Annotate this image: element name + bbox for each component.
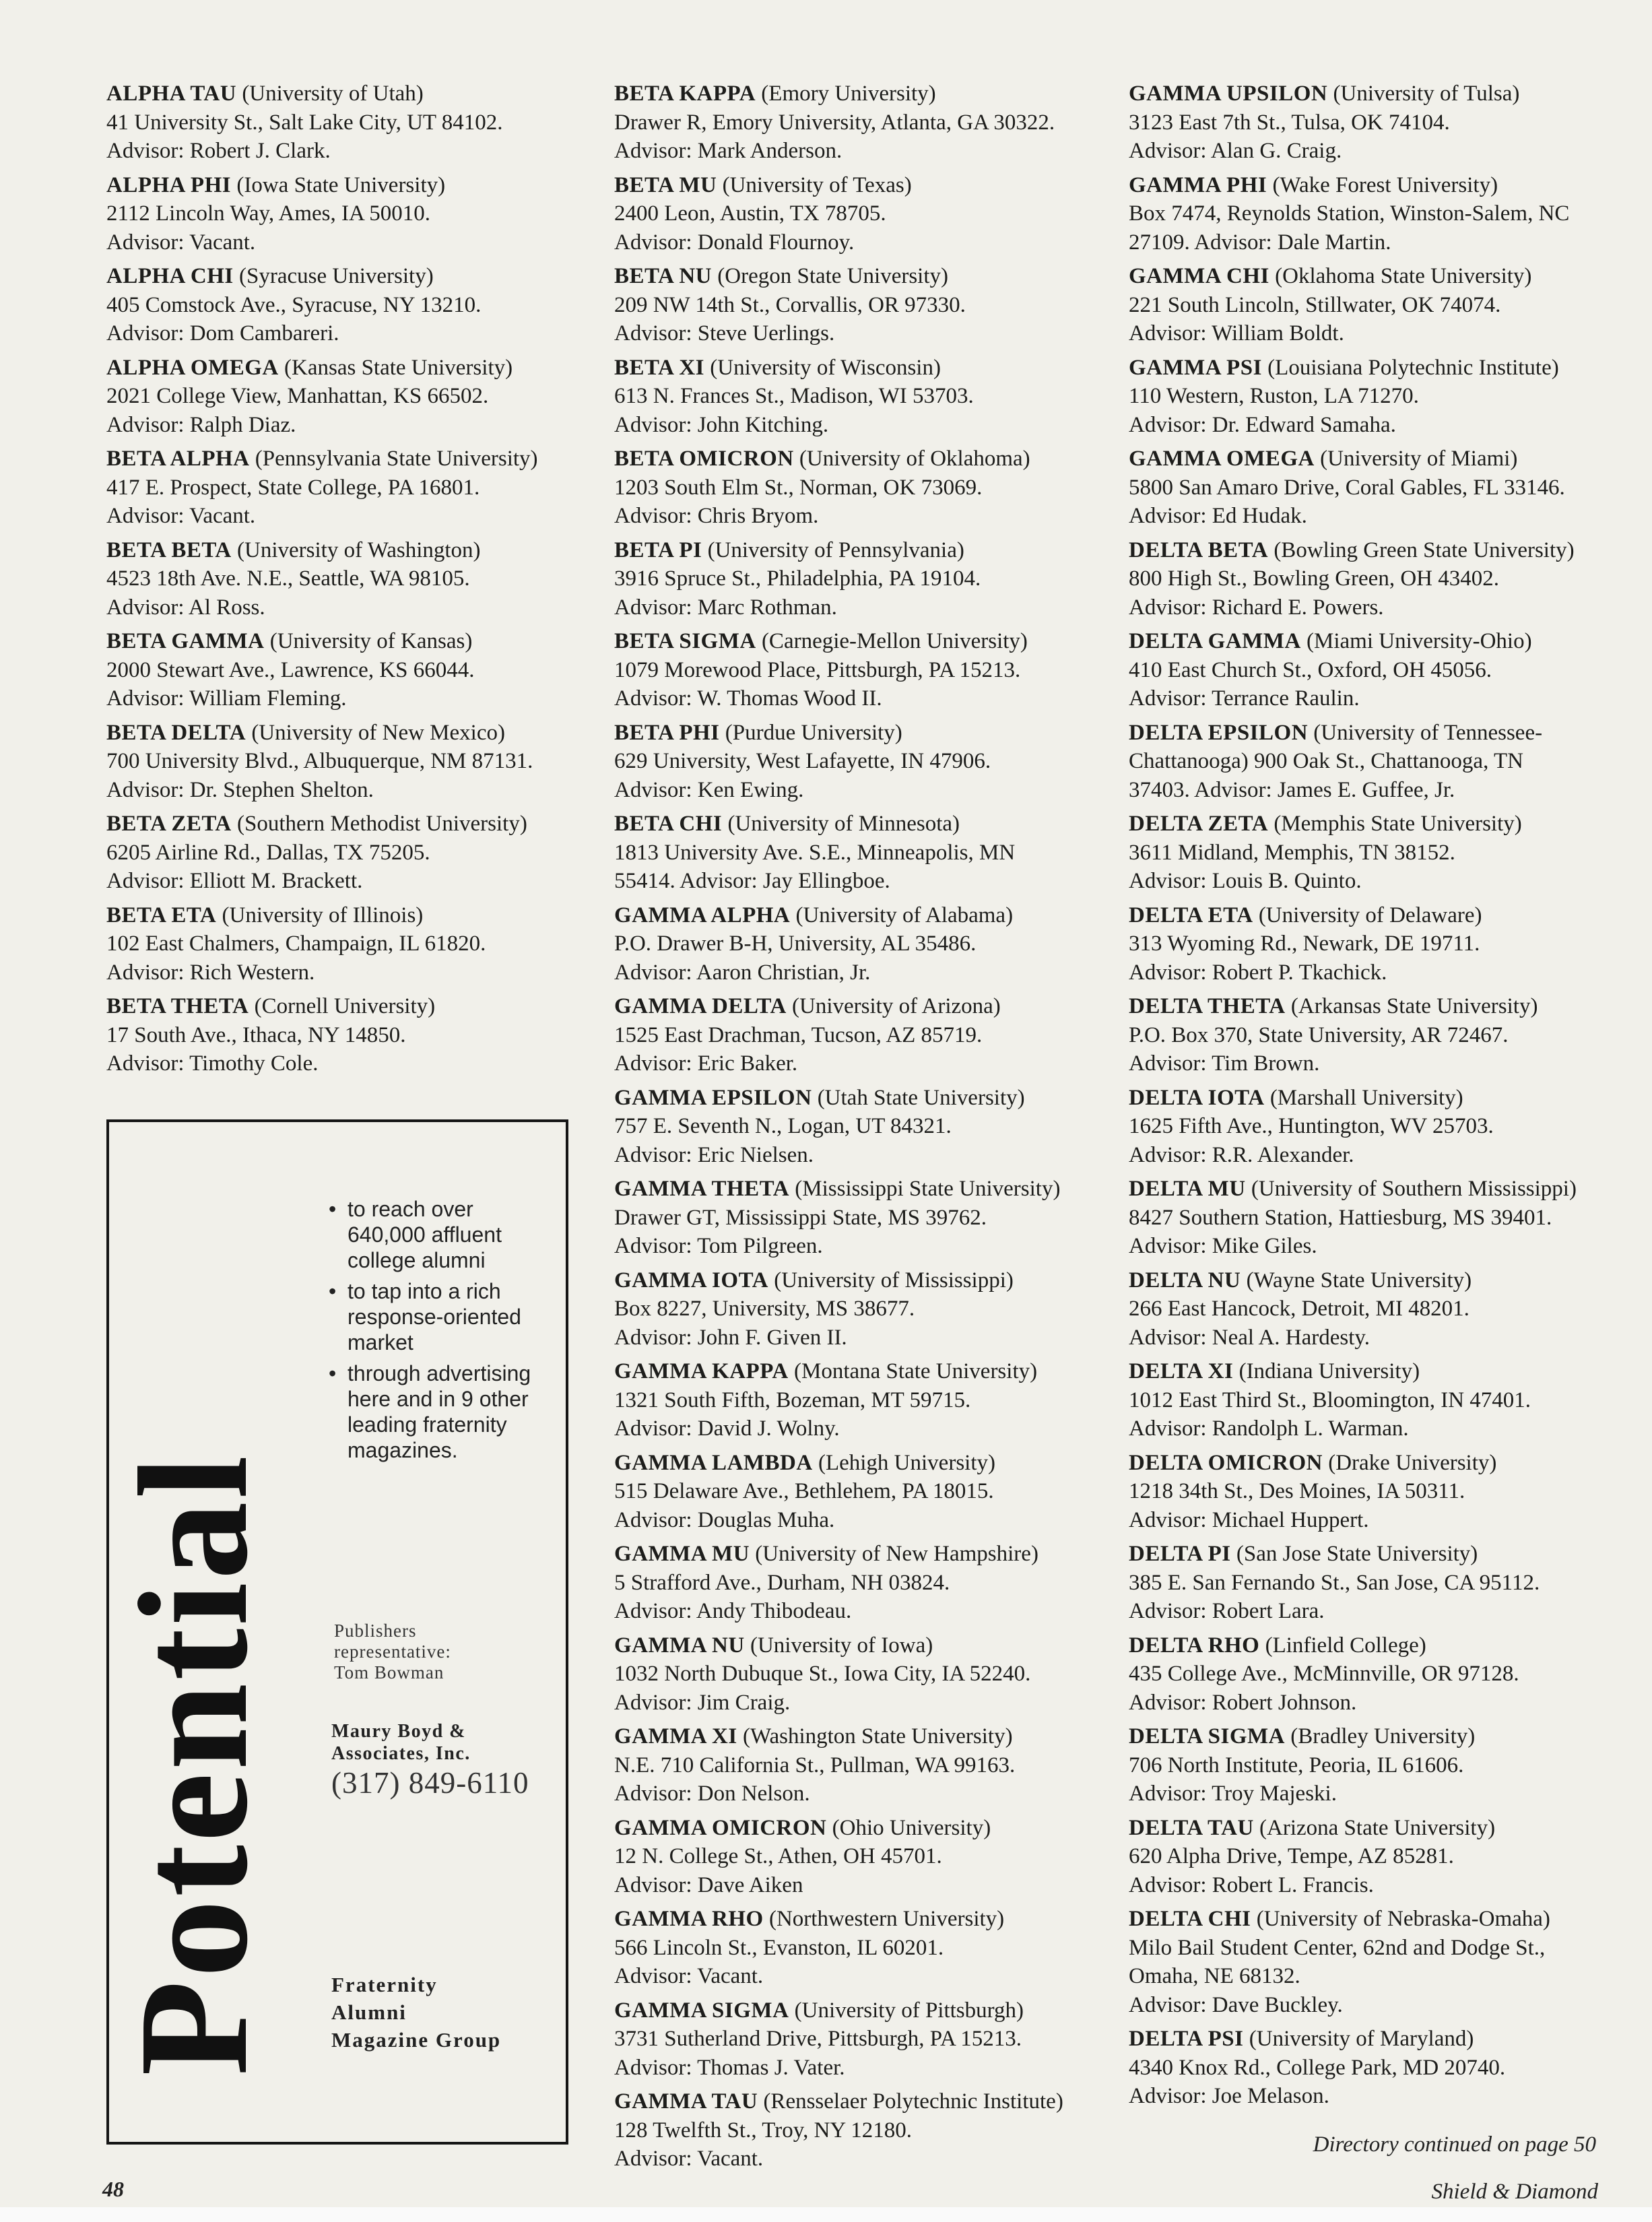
chapter-address: 5 Strafford Ave., Durham, NH 03824.	[614, 1570, 950, 1595]
chapter-advisor: Advisor: William Boldt.	[1129, 321, 1344, 346]
chapter-name: BETA XI	[614, 355, 705, 380]
chapter-advisor: Advisor: Don Nelson.	[614, 1782, 810, 1806]
chapter-school: (Syracuse University)	[239, 264, 434, 288]
chapter-school: (Ohio University)	[832, 1815, 991, 1840]
directory-entry	[106, 901, 578, 987]
chapter-name: BETA CHI	[614, 812, 723, 836]
chapter-advisor: Advisor: Randolph L. Warman.	[1129, 1416, 1409, 1441]
directory-entry	[106, 992, 578, 1078]
chapter-name: GAMMA IOTA	[614, 1268, 768, 1293]
chapter-school: (Northwestern University)	[768, 1907, 1005, 1931]
chapter-address: 800 High St., Bowling Green, OH 43402.	[1129, 566, 1499, 591]
chapter-address: 110 Western, Ruston, LA 71270.	[1129, 384, 1419, 408]
chapter-advisor: Advisor: Dave Aiken	[614, 1872, 803, 1897]
directory-entry	[614, 1814, 1091, 1900]
chapter-school: (Louisiana Polytechnic Institute)	[1267, 355, 1559, 380]
chapter-name: ALPHA PHI	[106, 172, 232, 197]
chapter-school: (University of Wisconsin)	[710, 355, 941, 380]
chapter-advisor: Advisor: Alan G. Craig.	[1129, 139, 1342, 163]
chapter-address: 700 University Blvd., Albuquerque, NM 87131.	[106, 749, 533, 773]
chapter-advisor: Advisor: Richard E. Powers.	[1129, 595, 1384, 620]
chapter-advisor: Advisor: Dr. Edward Samaha.	[1129, 412, 1396, 437]
chapter-name: BETA PHI	[614, 720, 720, 745]
ad-group-name: Fraternity Alumni Magazine Group	[331, 1973, 502, 2052]
directory-entry	[1129, 445, 1614, 531]
chapter-advisor: Advisor: Steve Uerlings.	[614, 321, 835, 346]
chapter-school: (University of Iowa)	[750, 1633, 933, 1658]
chapter-advisor: Advisor: Joe Melason.	[1129, 2084, 1329, 2108]
chapter-advisor: Advisor: Vacant.	[614, 1964, 764, 1988]
chapter-school: (Memphis State University)	[1274, 812, 1522, 836]
chapter-address: Chattanooga) 900 Oak St., Chattanooga, TN	[1129, 749, 1523, 773]
directory-entry	[106, 354, 578, 440]
chapter-name: DELTA SIGMA	[1129, 1724, 1285, 1749]
chapter-advisor: Advisor: Jim Craig.	[614, 1690, 791, 1715]
chapter-advisor: Advisor: Eric Baker.	[614, 1051, 798, 1076]
chapter-school: (Mississippi State University)	[795, 1177, 1061, 1201]
chapter-name: BETA THETA	[106, 994, 249, 1018]
chapter-address: 566 Lincoln St., Evanston, IL 60201.	[614, 1935, 944, 1960]
chapter-address: 405 Comstock Ave., Syracuse, NY 13210.	[106, 292, 482, 317]
chapter-school: (Arizona State University)	[1259, 1815, 1496, 1840]
directory-entry	[1129, 1266, 1614, 1352]
directory-entry	[1129, 1357, 1614, 1443]
chapter-name: GAMMA XI	[614, 1724, 737, 1749]
chapter-advisor: 55414. Advisor: Jay Ellingboe.	[614, 869, 890, 893]
chapter-school: (Wayne State University)	[1246, 1268, 1472, 1293]
chapter-address: 41 University St., Salt Lake City, UT 84102.	[106, 110, 503, 135]
chapter-address: Drawer R, Emory University, Atlanta, GA 30322.	[614, 110, 1055, 135]
chapter-name: BETA ETA	[106, 903, 217, 927]
chapter-address: 6205 Airline Rd., Dallas, TX 75205.	[106, 840, 430, 865]
chapter-address: 757 E. Seventh N., Logan, UT 84321.	[614, 1114, 952, 1138]
chapter-address: 1525 East Drachman, Tucson, AZ 85719.	[614, 1022, 983, 1047]
directory-entry	[614, 627, 1091, 713]
chapter-address: 2000 Stewart Ave., Lawrence, KS 66044.	[106, 657, 475, 682]
chapter-name: BETA GAMMA	[106, 629, 265, 653]
directory-entry	[1129, 1905, 1614, 2019]
chapter-advisor: Advisor: Tim Brown.	[1129, 1051, 1320, 1076]
chapter-address: 515 Delaware Ave., Bethlehem, PA 18015.	[614, 1479, 994, 1503]
chapter-address: 613 N. Frances St., Madison, WI 53703.	[614, 384, 974, 408]
directory-entry	[614, 901, 1091, 987]
chapter-advisor: Advisor: Dr. Stephen Shelton.	[106, 777, 374, 802]
chapter-name: GAMMA EPSILON	[614, 1085, 812, 1110]
chapter-advisor: Advisor: Dave Buckley.	[1129, 1992, 1343, 2017]
chapter-name: DELTA EPSILON	[1129, 720, 1309, 745]
chapter-school: (University of Alabama)	[795, 903, 1014, 927]
chapter-school: (University of Washington)	[237, 537, 481, 562]
chapter-advisor: Advisor: Mark Anderson.	[614, 139, 842, 163]
directory-entry	[1129, 1449, 1614, 1535]
chapter-name: DELTA XI	[1129, 1359, 1234, 1383]
chapter-advisor: Advisor: Elliott M. Brackett.	[106, 869, 363, 893]
chapter-address: P.O. Drawer B-H, University, AL 35486.	[614, 932, 977, 956]
directory-entry	[614, 1722, 1091, 1808]
chapter-name: DELTA ETA	[1129, 903, 1253, 927]
chapter-name: GAMMA KAPPA	[614, 1359, 789, 1383]
chapter-name: DELTA NU	[1129, 1268, 1241, 1293]
chapter-school: (Pennsylvania State University)	[255, 447, 538, 471]
chapter-school: (Purdue University)	[725, 720, 902, 745]
chapter-address: 3916 Spruce St., Philadelphia, PA 19104.	[614, 566, 981, 591]
directory-entry	[614, 992, 1091, 1078]
directory-column-2	[614, 79, 1091, 2179]
chapter-name: BETA NU	[614, 264, 713, 288]
chapter-name: GAMMA PSI	[1129, 355, 1262, 380]
chapter-school: (University of Delaware)	[1258, 903, 1482, 927]
chapter-name: GAMMA NU	[614, 1633, 745, 1658]
directory-entry	[1129, 992, 1614, 1078]
chapter-advisor: Advisor: Neal A. Hardesty.	[1129, 1325, 1370, 1350]
directory-entry	[614, 1540, 1091, 1626]
chapter-advisor: Advisor: Tom Pilgreen.	[614, 1234, 823, 1258]
chapter-address: Drawer GT, Mississippi State, MS 39762.	[614, 1205, 987, 1230]
chapter-name: BETA OMICRON	[614, 447, 794, 471]
directory-entry	[106, 79, 578, 166]
chapter-advisor: Advisor: Aaron Christian, Jr.	[614, 960, 871, 985]
directory-entry	[106, 445, 578, 531]
chapter-name: DELTA MU	[1129, 1177, 1246, 1201]
chapter-school: (Montana State University)	[794, 1359, 1038, 1383]
directory-entry	[614, 810, 1091, 896]
directory-entry	[1129, 1175, 1614, 1261]
chapter-name: BETA MU	[614, 172, 717, 197]
chapter-address: 128 Twelfth St., Troy, NY 12180.	[614, 2118, 913, 2143]
chapter-school: (Utah State University)	[817, 1085, 1025, 1110]
directory-entry	[614, 354, 1091, 440]
chapter-name: DELTA CHI	[1129, 1907, 1251, 1931]
chapter-advisor: Advisor: Robert Lara.	[1129, 1599, 1325, 1623]
directory-entry	[1129, 262, 1614, 348]
chapter-advisor: Advisor: Vacant.	[106, 504, 256, 528]
chapter-address: 1032 North Dubuque St., Iowa City, IA 52240.	[614, 1662, 1031, 1686]
chapter-address: 1012 East Third St., Bloomington, IN 47401.	[1129, 1387, 1531, 1412]
chapter-address: 266 East Hancock, Detroit, MI 48201.	[1129, 1297, 1469, 1321]
chapter-advisor: Advisor: Chris Bryom.	[614, 504, 819, 528]
directory-entry	[614, 1631, 1091, 1718]
chapter-advisor: Advisor: Robert P. Tkachick.	[1129, 960, 1387, 985]
chapter-name: ALPHA CHI	[106, 264, 234, 288]
chapter-advisor: Advisor: Donald Flournoy.	[614, 230, 855, 255]
chapter-name: ALPHA OMEGA	[106, 355, 279, 380]
chapter-school: (University of Southern Mississippi)	[1251, 1177, 1577, 1201]
chapter-advisor: Advisor: Eric Nielsen.	[614, 1142, 814, 1167]
chapter-address: P.O. Box 370, State University, AR 72467.	[1129, 1022, 1509, 1047]
chapter-school: (Bradley University)	[1290, 1724, 1476, 1749]
chapter-school: (University of Mississippi)	[774, 1268, 1014, 1293]
chapter-school: (Emory University)	[761, 81, 936, 106]
chapter-address: 2112 Lincoln Way, Ames, IA 50010.	[106, 201, 430, 226]
directory-entry	[1129, 79, 1614, 166]
chapter-address: Box 7474, Reynolds Station, Winston-Salem, NC	[1129, 201, 1570, 226]
chapter-address: 1813 University Ave. S.E., Minneapolis, MN	[614, 840, 1016, 865]
chapter-address: Box 8227, University, MS 38677.	[614, 1297, 915, 1321]
chapter-address: 221 South Lincoln, Stillwater, OK 74074.	[1129, 292, 1501, 317]
directory-entry	[614, 79, 1091, 166]
directory-entry	[614, 719, 1091, 805]
chapter-school: (Miami University-Ohio)	[1307, 629, 1532, 653]
directory-entry	[614, 445, 1091, 531]
ad-bullet: • to reach over 640,000 affluent college alumni	[329, 1196, 544, 1273]
chapter-address-line-2: Omaha, NE 68132.	[1129, 1964, 1300, 1988]
directory-entry	[1129, 536, 1614, 622]
directory-entry	[1129, 1814, 1614, 1900]
directory-entry	[614, 262, 1091, 348]
chapter-address: 209 NW 14th St., Corvallis, OR 97330.	[614, 292, 966, 317]
chapter-advisor: Advisor: John Kitching.	[614, 412, 829, 437]
chapter-advisor: 27109. Advisor: Dale Martin.	[1129, 230, 1391, 255]
ad-bullet: • to tap into a rich response-oriented market	[329, 1278, 544, 1355]
continued-note: Directory continued on page 50	[1313, 2132, 1596, 2157]
chapter-name: GAMMA SIGMA	[614, 1998, 789, 2023]
chapter-address: 410 East Church St., Oxford, OH 45056.	[1129, 657, 1492, 682]
chapter-advisor: Advisor: Robert L. Francis.	[1129, 1872, 1374, 1897]
chapter-advisor: Advisor: Marc Rothman.	[614, 595, 837, 620]
directory-entry	[614, 1449, 1091, 1535]
chapter-school: (Bowling Green State University)	[1274, 537, 1575, 562]
ad-bullet-list	[329, 1196, 544, 1468]
chapter-school: (Washington State University)	[742, 1724, 1013, 1749]
chapter-advisor: Advisor: Robert J. Clark.	[106, 139, 331, 163]
directory-entry	[614, 171, 1091, 257]
chapter-address: 435 College Ave., McMinnville, OR 97128.	[1129, 1662, 1519, 1686]
directory-entry	[614, 2087, 1091, 2174]
chapter-school: (Marshall University)	[1269, 1085, 1463, 1110]
chapter-name: GAMMA UPSILON	[1129, 81, 1328, 106]
ad-bullet: • through advertising here and in 9 other leading fraternity magazines.	[329, 1361, 544, 1463]
chapter-advisor: Advisor: Vacant.	[614, 2147, 764, 2171]
chapter-name: DELTA PI	[1129, 1542, 1231, 1566]
chapter-name: DELTA ZETA	[1129, 812, 1269, 836]
chapter-school: (Southern Methodist University)	[237, 812, 527, 836]
chapter-advisor: Advisor: Ken Ewing.	[614, 777, 804, 802]
ad-headline: Potential	[107, 1452, 280, 2076]
chapter-advisor: Advisor: David J. Wolny.	[614, 1416, 840, 1441]
chapter-name: BETA ZETA	[106, 812, 232, 836]
chapter-address: 8427 Southern Station, Hattiesburg, MS 39401.	[1129, 1205, 1552, 1230]
chapter-address: 5800 San Amaro Drive, Coral Gables, FL 33146.	[1129, 475, 1565, 500]
chapter-name: DELTA IOTA	[1129, 1085, 1265, 1110]
chapter-school: (Indiana University)	[1238, 1359, 1420, 1383]
chapter-name: GAMMA MU	[614, 1542, 750, 1566]
chapter-address: 17 South Ave., Ithaca, NY 14850.	[106, 1022, 406, 1047]
chapter-name: BETA PI	[614, 537, 702, 562]
chapter-address: 3731 Sutherland Drive, Pittsburgh, PA 15213.	[614, 2027, 1022, 2051]
directory-entry	[106, 719, 578, 805]
chapter-school: (University of Pennsylvania)	[707, 537, 964, 562]
chapter-advisor: Advisor: R.R. Alexander.	[1129, 1142, 1354, 1167]
chapter-school: (University of Maryland)	[1249, 2027, 1474, 2051]
chapter-advisor: Advisor: Terrance Raulin.	[1129, 686, 1360, 711]
chapter-name: GAMMA THETA	[614, 1177, 790, 1201]
directory-entry	[1129, 627, 1614, 713]
chapter-address: 3611 Midland, Memphis, TN 38152.	[1129, 840, 1455, 865]
chapter-school: (Wake Forest University)	[1272, 172, 1498, 197]
page-number: 48	[102, 2177, 124, 2201]
directory-entry	[1129, 810, 1614, 896]
chapter-school: (University of Tulsa)	[1333, 81, 1520, 106]
chapter-advisor: Advisor: Thomas J. Vater.	[614, 2055, 845, 2080]
ad-company-name: Maury Boyd & Associates, Inc.	[331, 1721, 471, 1764]
chapter-name: DELTA TAU	[1129, 1815, 1254, 1840]
chapter-name: GAMMA OMICRON	[614, 1815, 827, 1840]
chapter-name: ALPHA TAU	[106, 81, 237, 106]
chapter-advisor: Advisor: Douglas Muha.	[614, 1507, 835, 1532]
chapter-name: GAMMA RHO	[614, 1907, 764, 1931]
chapter-school: (Arkansas State University)	[1290, 994, 1538, 1018]
advertisement-box	[106, 1119, 568, 2145]
chapter-advisor: Advisor: W. Thomas Wood II.	[614, 686, 882, 711]
chapter-address: Milo Bail Student Center, 62nd and Dodge St.,	[1129, 1935, 1546, 1960]
chapter-school: (Oklahoma State University)	[1275, 264, 1532, 288]
directory-entry	[1129, 171, 1614, 257]
directory-entry	[1129, 2025, 1614, 2111]
chapter-address: 706 North Institute, Peoria, IL 61606.	[1129, 1753, 1464, 1777]
chapter-address: 1321 South Fifth, Bozeman, MT 59715.	[614, 1387, 971, 1412]
chapter-advisor: Advisor: Dom Cambareri.	[106, 321, 339, 346]
chapter-advisor: Advisor: Timothy Cole.	[106, 1051, 319, 1076]
chapter-name: GAMMA PHI	[1129, 172, 1267, 197]
chapter-advisor: Advisor: John F. Given II.	[614, 1325, 847, 1350]
chapter-address: 417 E. Prospect, State College, PA 16801.	[106, 475, 480, 500]
chapter-address: 385 E. San Fernando St., San Jose, CA 95112.	[1129, 1570, 1540, 1595]
ad-phone-number: (317) 849-6110	[331, 1766, 529, 1800]
chapter-advisor: Advisor: Andy Thibodeau.	[614, 1599, 852, 1623]
directory-entry	[614, 536, 1091, 622]
chapter-school: (University of Nebraska-Omaha)	[1256, 1907, 1550, 1931]
chapter-name: GAMMA DELTA	[614, 994, 787, 1018]
directory-entry	[106, 810, 578, 896]
chapter-address: 2400 Leon, Austin, TX 78705.	[614, 201, 886, 226]
chapter-name: GAMMA ALPHA	[614, 903, 791, 927]
directory-entry	[614, 1357, 1091, 1443]
chapter-school: (University of New Mexico)	[251, 720, 505, 745]
chapter-school: (Drake University)	[1328, 1450, 1497, 1475]
chapter-advisor: Advisor: Ralph Diaz.	[106, 412, 296, 437]
chapter-address: N.E. 710 California St., Pullman, WA 99163.	[614, 1753, 1016, 1777]
directory-entry	[106, 536, 578, 622]
chapter-school: (San Jose State University)	[1236, 1542, 1478, 1566]
chapter-advisor: Advisor: Vacant.	[106, 230, 256, 255]
ad-publisher-rep: Publishers representative: Tom Bowman	[334, 1621, 451, 1682]
chapter-school: (Kansas State University)	[284, 355, 513, 380]
chapter-advisor: 37403. Advisor: James E. Guffee, Jr.	[1129, 777, 1455, 802]
directory-entry	[614, 1084, 1091, 1170]
chapter-school: (Cornell University)	[254, 994, 436, 1018]
directory-column-1	[106, 79, 578, 1084]
chapter-address: 3123 East 7th St., Tulsa, OK 74104.	[1129, 110, 1450, 135]
page-edge	[0, 2207, 1652, 2222]
chapter-address: 102 East Chalmers, Champaign, IL 61820.	[106, 932, 486, 956]
chapter-name: DELTA BETA	[1129, 537, 1269, 562]
chapter-address: 620 Alpha Drive, Tempe, AZ 85281.	[1129, 1844, 1454, 1868]
magazine-name: Shield & Diamond	[1431, 2180, 1598, 2204]
chapter-address: 1079 Morewood Place, Pittsburgh, PA 15213.	[614, 657, 1021, 682]
chapter-name: GAMMA LAMBDA	[614, 1450, 813, 1475]
chapter-address: 12 N. College St., Athen, OH 45701.	[614, 1844, 942, 1868]
chapter-school: (Carnegie-Mellon University)	[761, 629, 1028, 653]
chapter-advisor: Advisor: Robert Johnson.	[1129, 1690, 1357, 1715]
chapter-school: (University of Texas)	[722, 172, 912, 197]
chapter-name: BETA SIGMA	[614, 629, 756, 653]
chapter-school: (Iowa State University)	[236, 172, 446, 197]
chapter-name: DELTA GAMMA	[1129, 629, 1301, 653]
chapter-name: DELTA OMICRON	[1129, 1450, 1323, 1475]
directory-column-3	[1129, 79, 1614, 2116]
directory-entry	[614, 1905, 1091, 1991]
chapter-address: 4340 Knox Rd., College Park, MD 20740.	[1129, 2055, 1506, 2080]
chapter-school: (Oregon State University)	[717, 264, 949, 288]
chapter-school: (University of New Hampshire)	[755, 1542, 1038, 1566]
chapter-advisor: Advisor: Troy Majeski.	[1129, 1782, 1337, 1806]
chapter-address: 1203 South Elm St., Norman, OK 73069.	[614, 475, 983, 500]
directory-entry	[1129, 1540, 1614, 1626]
chapter-address: 1218 34th St., Des Moines, IA 50311.	[1129, 1479, 1465, 1503]
chapter-advisor: Advisor: William Fleming.	[106, 686, 347, 711]
chapter-school: (Lehigh University)	[818, 1450, 995, 1475]
chapter-advisor: Advisor: Louis B. Quinto.	[1129, 869, 1362, 893]
chapter-address: 629 University, West Lafayette, IN 47906.	[614, 749, 991, 773]
chapter-name: BETA ALPHA	[106, 447, 250, 471]
chapter-address: 1625 Fifth Ave., Huntington, WV 25703.	[1129, 1114, 1494, 1138]
chapter-address: 4523 18th Ave. N.E., Seattle, WA 98105.	[106, 566, 470, 591]
chapter-name: GAMMA OMEGA	[1129, 447, 1315, 471]
chapter-name: GAMMA TAU	[614, 2089, 758, 2114]
chapter-school: (University of Oklahoma)	[799, 447, 1030, 471]
chapter-school: (Linfield College)	[1265, 1633, 1426, 1658]
chapter-name: BETA KAPPA	[614, 81, 756, 106]
directory-entry	[1129, 1722, 1614, 1808]
chapter-name: DELTA THETA	[1129, 994, 1286, 1018]
chapter-school: (University of Illinois)	[222, 903, 424, 927]
directory-entry	[1129, 719, 1614, 805]
directory-entry	[1129, 354, 1614, 440]
directory-entry	[106, 627, 578, 713]
chapter-school: (University of Tennessee-	[1313, 720, 1543, 745]
chapter-school: (University of Arizona)	[792, 994, 1001, 1018]
chapter-name: BETA DELTA	[106, 720, 246, 745]
directory-entry	[614, 1266, 1091, 1352]
chapter-school: (University of Miami)	[1320, 447, 1518, 471]
chapter-name: DELTA RHO	[1129, 1633, 1260, 1658]
directory-entry	[1129, 1631, 1614, 1718]
chapter-school: (Rensselaer Polytechnic Institute)	[763, 2089, 1063, 2114]
chapter-school: (University of Pittsburgh)	[794, 1998, 1024, 2023]
chapter-advisor: Advisor: Al Ross.	[106, 595, 265, 620]
chapter-name: DELTA PSI	[1129, 2027, 1244, 2051]
chapter-school: (University of Utah)	[242, 81, 424, 106]
chapter-school: (University of Minnesota)	[727, 812, 960, 836]
chapter-advisor: Advisor: Ed Hudak.	[1129, 504, 1307, 528]
directory-entry	[106, 171, 578, 257]
directory-entry	[1129, 901, 1614, 987]
chapter-school: (University of Kansas)	[269, 629, 473, 653]
chapter-advisor: Advisor: Michael Huppert.	[1129, 1507, 1369, 1532]
directory-entry	[614, 1996, 1091, 2083]
directory-entry	[106, 262, 578, 348]
chapter-address: 313 Wyoming Rd., Newark, DE 19711.	[1129, 932, 1480, 956]
chapter-advisor: Advisor: Rich Western.	[106, 960, 315, 985]
directory-entry	[1129, 1084, 1614, 1170]
chapter-advisor: Advisor: Mike Giles.	[1129, 1234, 1317, 1258]
chapter-name: BETA BETA	[106, 537, 232, 562]
chapter-name: GAMMA CHI	[1129, 264, 1269, 288]
directory-entry	[614, 1175, 1091, 1261]
chapter-address: 2021 College View, Manhattan, KS 66502.	[106, 384, 489, 408]
